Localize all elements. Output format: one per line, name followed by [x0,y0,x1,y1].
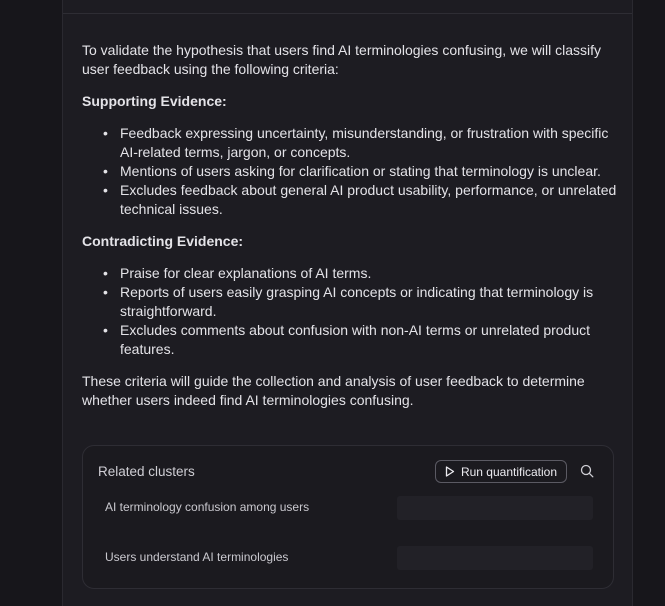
cluster-row[interactable] [105,546,595,570]
cluster-label: Users understand AI terminologies [105,550,289,564]
play-icon [445,466,455,477]
run-quantification-button[interactable] [435,460,567,483]
contradicting-list [82,264,622,359]
list-item: • Reports of users easily grasping AI concepts or indicating that terminology is straightforward. [120,283,622,321]
cluster-label: AI terminology confusion among users [105,500,310,514]
list-item: • Mentions of users asking for clarification or stating that terminology is unclear. [120,162,622,181]
list-item: • Praise for clear explanations of AI terms. [120,264,622,283]
panel-divider [63,13,632,14]
message-panel [62,0,633,606]
list-item: • Excludes feedback about general AI product usability, performance, or unrelated technical issues. [120,181,622,219]
supporting-list [82,124,622,219]
cluster-bar [397,496,593,520]
closing-paragraph: These criteria will guide the collection and analysis of user feedback to determine whether users indeed find AI terminologies confusing. [82,373,585,408]
search-icon [580,464,594,478]
contradicting-heading: Contradicting Evidence: [82,233,244,249]
related-clusters-card [82,445,614,589]
intro-paragraph: To validate the hypothesis that users find AI terminologies confusing, we will classify user feedback using the following criteria: [82,42,602,77]
run-quantification-label: Run quantification [460,464,558,479]
related-clusters-title: Related clusters [98,464,195,479]
supporting-heading: Supporting Evidence: [82,93,227,109]
search-clusters-button[interactable] [579,463,595,479]
cluster-bar [397,546,593,570]
cluster-row[interactable] [105,496,595,520]
list-item: • Excludes comments about confusion with non-AI terms or unrelated product features. [120,321,622,359]
list-item: • Feedback expressing uncertainty, misunderstanding, or frustration with specific AI-related terms, jargon, or concepts. [120,124,622,162]
message-content [82,41,622,410]
